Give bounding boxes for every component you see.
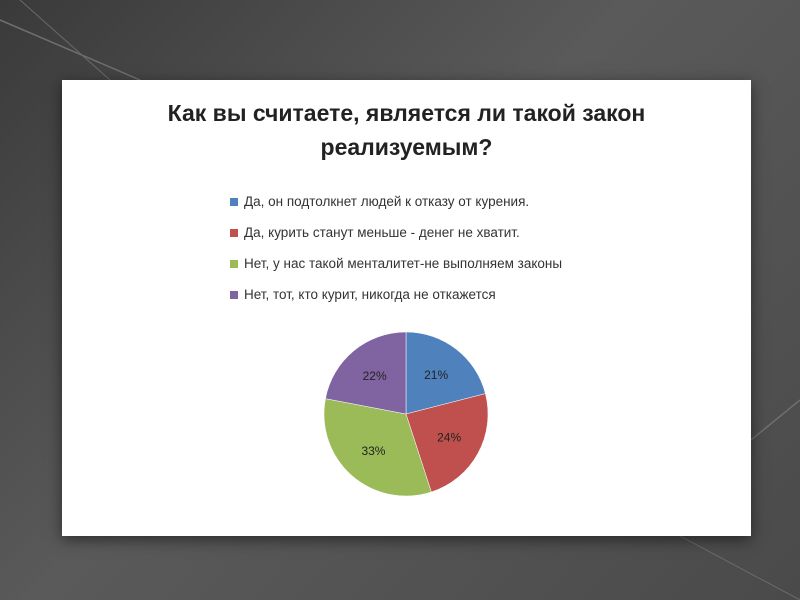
legend-label-2: Да, курить станут меньше - денег не хватит. [244, 225, 520, 240]
pie-label-2: 24% [437, 430, 462, 445]
legend-swatch-2 [230, 229, 238, 237]
chart-title-line-1: Как вы считаете, является ли такой закон [167, 100, 646, 126]
legend-item-2 [230, 217, 562, 248]
legend-label-4: Нет, тот, кто курит, никогда не откажется [244, 287, 496, 302]
chart-title-line-2: реализуемым? [320, 134, 493, 160]
chart-title [82, 96, 731, 164]
legend-label-3: Нет, у нас такой менталитет-не выполняем законы [244, 256, 563, 271]
pie-chart [320, 328, 492, 500]
legend-item-1 [230, 186, 562, 217]
legend-swatch-1 [230, 198, 238, 206]
legend-item-3 [230, 248, 562, 279]
chart-legend [230, 186, 562, 310]
legend-swatch-3 [230, 260, 238, 268]
slide-card [62, 80, 751, 536]
pie-label-1: 21% [424, 368, 449, 383]
legend-swatch-4 [230, 291, 238, 299]
legend-label-1: Да, он подтолкнет людей к отказу от курения. [244, 194, 530, 209]
pie-label-3: 33% [361, 443, 386, 458]
legend-item-4 [230, 279, 562, 310]
pie-label-4: 22% [362, 369, 387, 384]
